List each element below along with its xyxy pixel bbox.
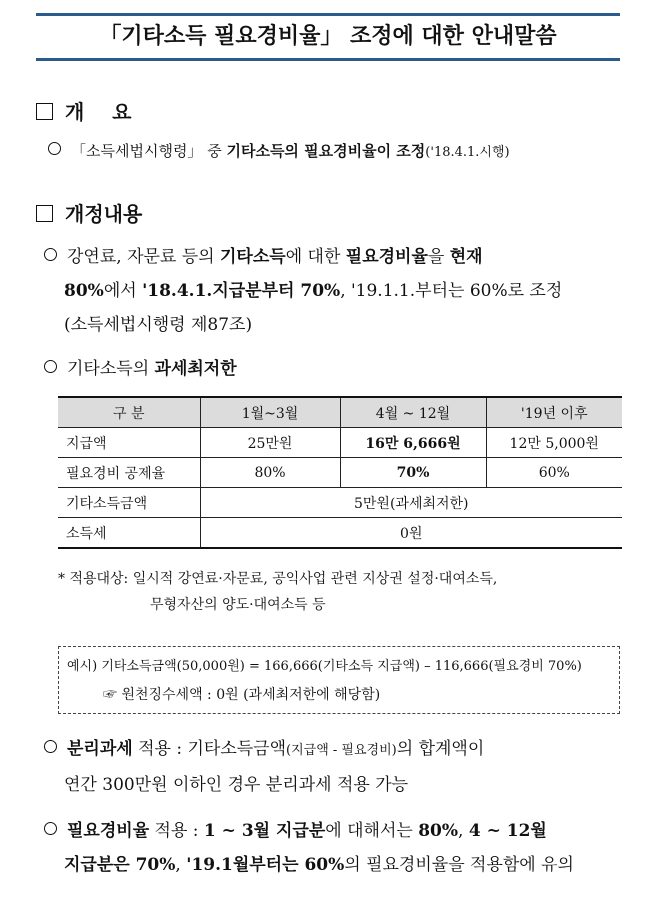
table-cell: 필요경비 공제율 [58, 458, 200, 488]
page-title: 「기타소득 필요경비율」 조정에 대한 안내말씀 [99, 24, 557, 49]
table-cell: 소득세 [58, 518, 200, 549]
text-bold: 4 ~ 12월 [468, 821, 547, 841]
overview-line [48, 134, 510, 170]
circle-bullet-icon [44, 822, 57, 835]
text-bold: 기타소득의 필요경비율이 조정 [226, 142, 426, 160]
text-span: 강연료, 자문료 등의 [67, 247, 220, 267]
table-cell: 0원 [200, 518, 622, 549]
example-box [58, 646, 620, 714]
checkbox-square-icon [36, 205, 53, 222]
table-cell: 16만 6,666원 [340, 428, 486, 458]
para-line [44, 274, 562, 308]
table-header-cell: 4월 ~ 12월 [340, 397, 486, 428]
text-bold: 필요경비율 [345, 247, 428, 267]
table-row [58, 488, 622, 518]
table-cell: 5만원(과세최저한) [200, 488, 622, 518]
text-bold: 1 ~ 3월 지급분 [203, 821, 326, 841]
text-span: , [458, 821, 469, 841]
table-header-cell: 구 분 [58, 397, 200, 428]
para-line: (소득세법시행령 제87조) [64, 315, 253, 335]
table-cell: 12만 5,000원 [486, 428, 622, 458]
tax-threshold-table [58, 396, 622, 549]
section-heading: 개정내용 [65, 202, 143, 226]
table-cell: 지급액 [58, 428, 200, 458]
text-span: 의 합계액이 [396, 739, 485, 759]
table-row [58, 518, 622, 549]
text-bold: 분리과세 [67, 739, 133, 759]
section-changes [36, 198, 142, 227]
table-header-cell: 1월~3월 [200, 397, 340, 428]
table-header-row [58, 397, 622, 428]
para-line [44, 240, 562, 274]
table-cell: 25만원 [200, 428, 340, 458]
text-span: , '19.1.1.부터는 60%로 조정 [340, 281, 563, 301]
text-span: , [175, 855, 187, 875]
text-span: 에 대해서는 [325, 821, 419, 841]
table-row [58, 428, 622, 458]
text-span: 적용 : [149, 821, 204, 841]
para-line [44, 732, 484, 768]
separate-taxation-paragraph [44, 732, 484, 802]
expense-rate-paragraph [44, 814, 574, 882]
example-line: 예시) 기타소득금액(50,000원) = 166,666(기타소득 지급액) – 116,666(필요경비 70%) [67, 659, 582, 674]
circle-bullet-icon [44, 740, 57, 753]
table-cell: 60% [486, 458, 622, 488]
text-span: 에 대한 [285, 247, 346, 267]
footnote-line: 무형자산의 양도·대여소득 등 [150, 597, 326, 613]
circle-bullet-icon [44, 248, 57, 261]
header-top-rule [36, 13, 620, 16]
section-heading: 개 요 [65, 100, 132, 124]
checkbox-square-icon [36, 103, 53, 120]
text-span: 에서 [103, 281, 143, 301]
text-bold: 현재 [449, 247, 483, 267]
table-cell: 80% [200, 458, 340, 488]
para-line [44, 814, 574, 848]
section-overview [36, 96, 132, 125]
text-span: 의 필요경비율을 적용함에 유의 [344, 855, 574, 875]
table-cell: 기타소득금액 [58, 488, 200, 518]
text-bold: 지급분은 70% [64, 855, 176, 875]
text-bold: '18.4.1.지급분부터 70% [142, 281, 341, 301]
header-bottom-rule [36, 58, 620, 61]
circle-bullet-icon [44, 360, 57, 373]
text-span: (지급액 - 필요경비) [286, 743, 397, 758]
text-bold: 80% [64, 281, 104, 301]
text-span: 적용 : 기타소득금액 [132, 739, 287, 759]
circle-bullet-icon [48, 142, 61, 155]
text-span: 을 [427, 247, 450, 267]
table-header-cell: '19년 이후 [486, 397, 622, 428]
table-row [58, 458, 622, 488]
changes-paragraph-2 [44, 352, 237, 386]
text-bold: '19.1월부터는 60% [186, 855, 345, 875]
text-span: 「소득세법시행령」 중 [71, 142, 227, 160]
example-line: ☞ 원천징수세액 : 0원 (과세최저한에 해당함) [103, 687, 381, 703]
text-bold: 80% [418, 821, 459, 841]
text-bold: 기타소득 [220, 247, 286, 267]
changes-paragraph-1 [44, 240, 562, 342]
table-cell: 70% [340, 458, 486, 488]
para-line [44, 848, 574, 882]
text-span: 기타소득의 [67, 359, 155, 379]
text-bold: 필요경비율 [67, 821, 150, 841]
text-bold: 과세최저한 [154, 359, 237, 379]
text-span: ('18.4.1.시행) [425, 145, 510, 160]
footnote-line: * 적용대상: 일시적 강연료·자문료, 공익사업 관련 지상권 설정·대여소득, [58, 571, 498, 587]
footnote [58, 566, 497, 618]
para-line: 연간 300만원 이하인 경우 분리과세 적용 가능 [64, 775, 409, 795]
